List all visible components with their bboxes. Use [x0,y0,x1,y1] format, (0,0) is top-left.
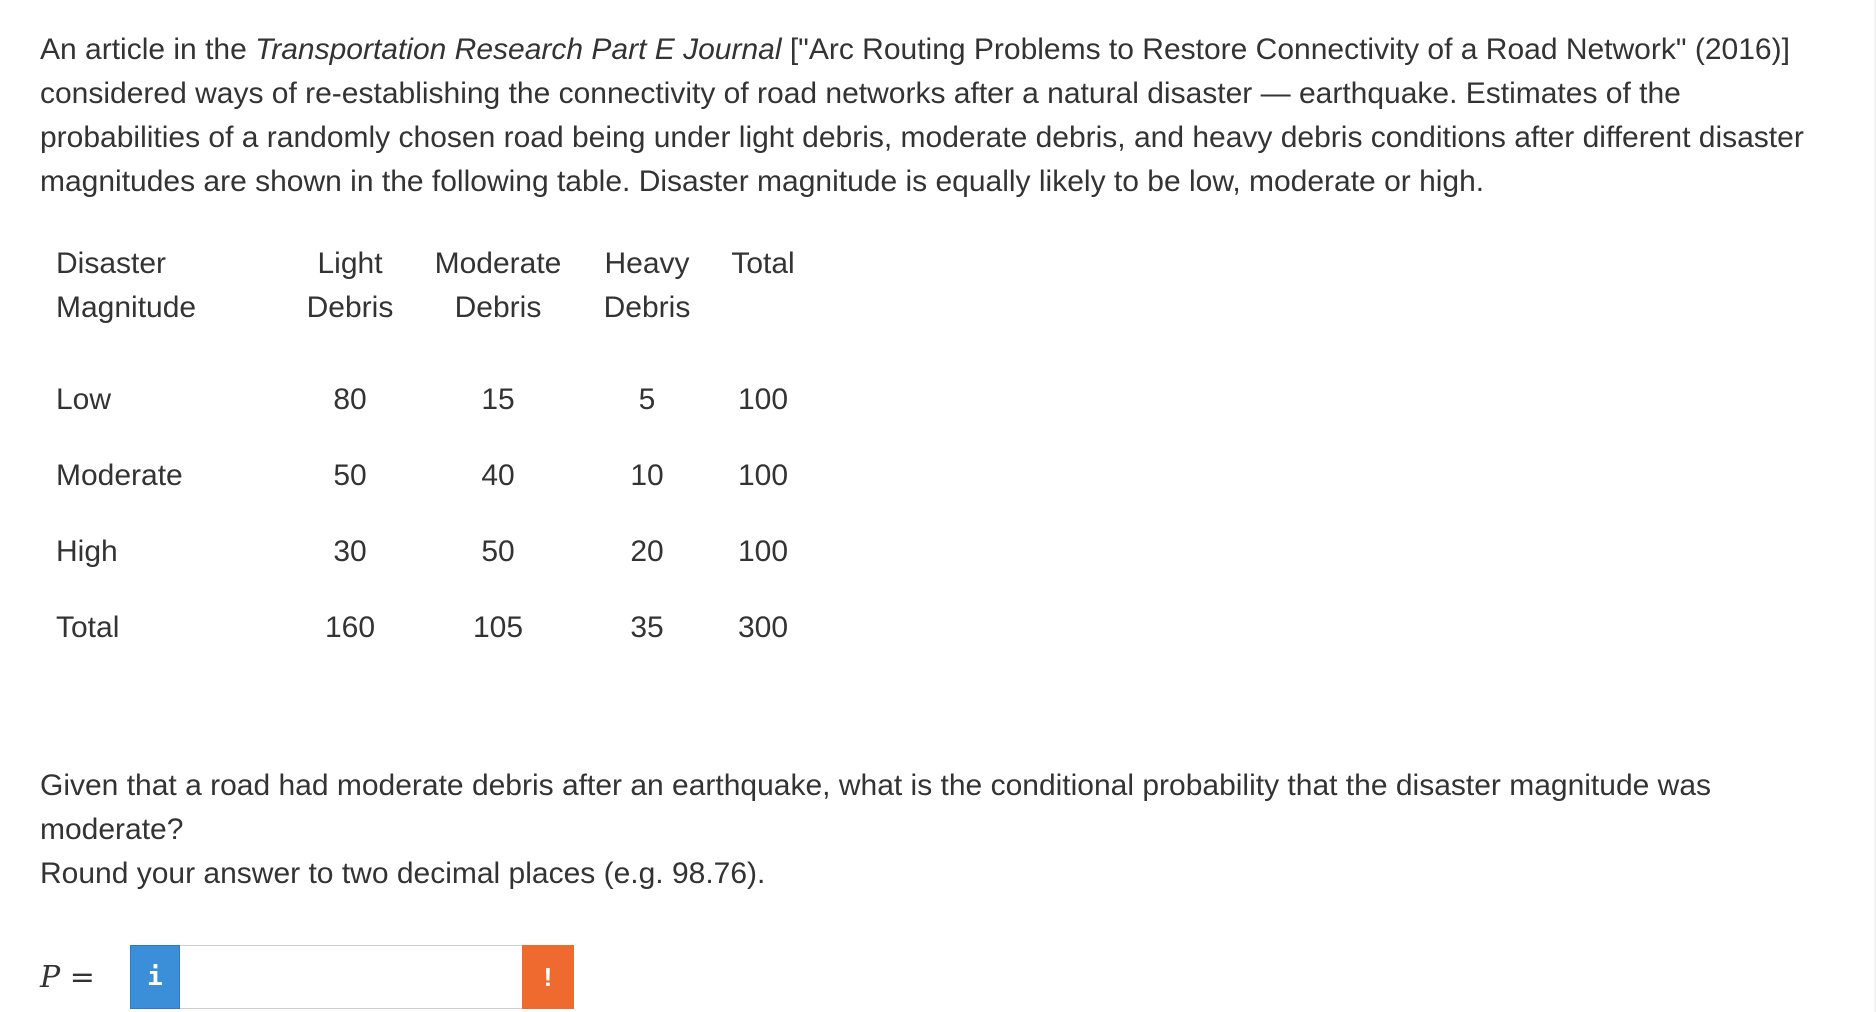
intro-line-3: probabilities of a randomly chosen road being under light debris, moderate debris, and heavy debris conditions after different disaster [40,121,1804,154]
alert-icon[interactable]: ! [522,945,574,1009]
row-label: High [56,535,118,568]
cell-total: 100 [737,535,789,568]
answer-label [40,960,130,995]
cell-moderate: 105 [472,611,524,644]
row-label: Total [56,611,120,644]
intro-line-2: considered ways of re-establishing the connectivity of road networks after a natural disaster — earthquake. Estimates of the [40,77,1681,110]
table-row [40,514,808,590]
cell-heavy: 35 [630,611,664,644]
question-line-2: moderate? [40,813,184,846]
header-disaster-magnitude: Disaster Magnitude [56,247,197,324]
answer-equals: = [60,959,95,995]
rounding-instruction: Round your answer to two decimal places (e.g. 98.76). [40,857,766,890]
row-label: Low [56,383,112,416]
intro-line-1-prefix: An article in the [40,33,256,66]
table-row [40,438,808,514]
answer-row [40,944,574,1010]
table-header-row [40,242,808,362]
cell-moderate: 15 [481,383,515,416]
row-label: Moderate [56,459,183,492]
intro-line-1 [40,28,1874,72]
info-icon[interactable]: i [130,945,180,1009]
journal-name: Transportation Research Part E Journal [255,33,782,66]
cell-total: 100 [737,383,789,416]
cell-heavy: 20 [630,535,664,568]
debris-table [40,242,808,666]
question-line-1: Given that a road had moderate debris after an earthquake, what is the conditional probability that the disaster magnitude was [40,769,1712,802]
problem-intro [40,28,1874,204]
cell-light: 160 [324,611,376,644]
answer-variable: P [40,959,61,995]
intro-line-4: magnitudes are shown in the following table. Disaster magnitude is equally likely to be low, moderate or high. [40,165,1485,198]
cell-light: 30 [333,535,367,568]
header-moderate-debris: Moderate Debris [434,247,562,324]
answer-input[interactable] [180,945,522,1009]
question-text [40,764,1711,896]
cell-light: 80 [333,383,367,416]
cell-heavy: 5 [638,383,656,416]
cell-moderate: 50 [481,535,515,568]
table-row [40,362,808,438]
cell-total: 300 [737,611,789,644]
header-total: Total [731,247,795,280]
intro-line-1-suffix: ["Arc Routing Problems to Restore Connectivity of a Road Network" (2016)] [781,33,1790,66]
cell-light: 50 [333,459,367,492]
cell-moderate: 40 [481,459,515,492]
header-heavy-debris: Heavy Debris [603,247,691,324]
table-row [40,590,808,666]
header-light-debris: Light Debris [306,247,394,324]
intro-paragraph [40,28,1874,204]
cell-heavy: 10 [630,459,664,492]
cell-total: 100 [737,459,789,492]
